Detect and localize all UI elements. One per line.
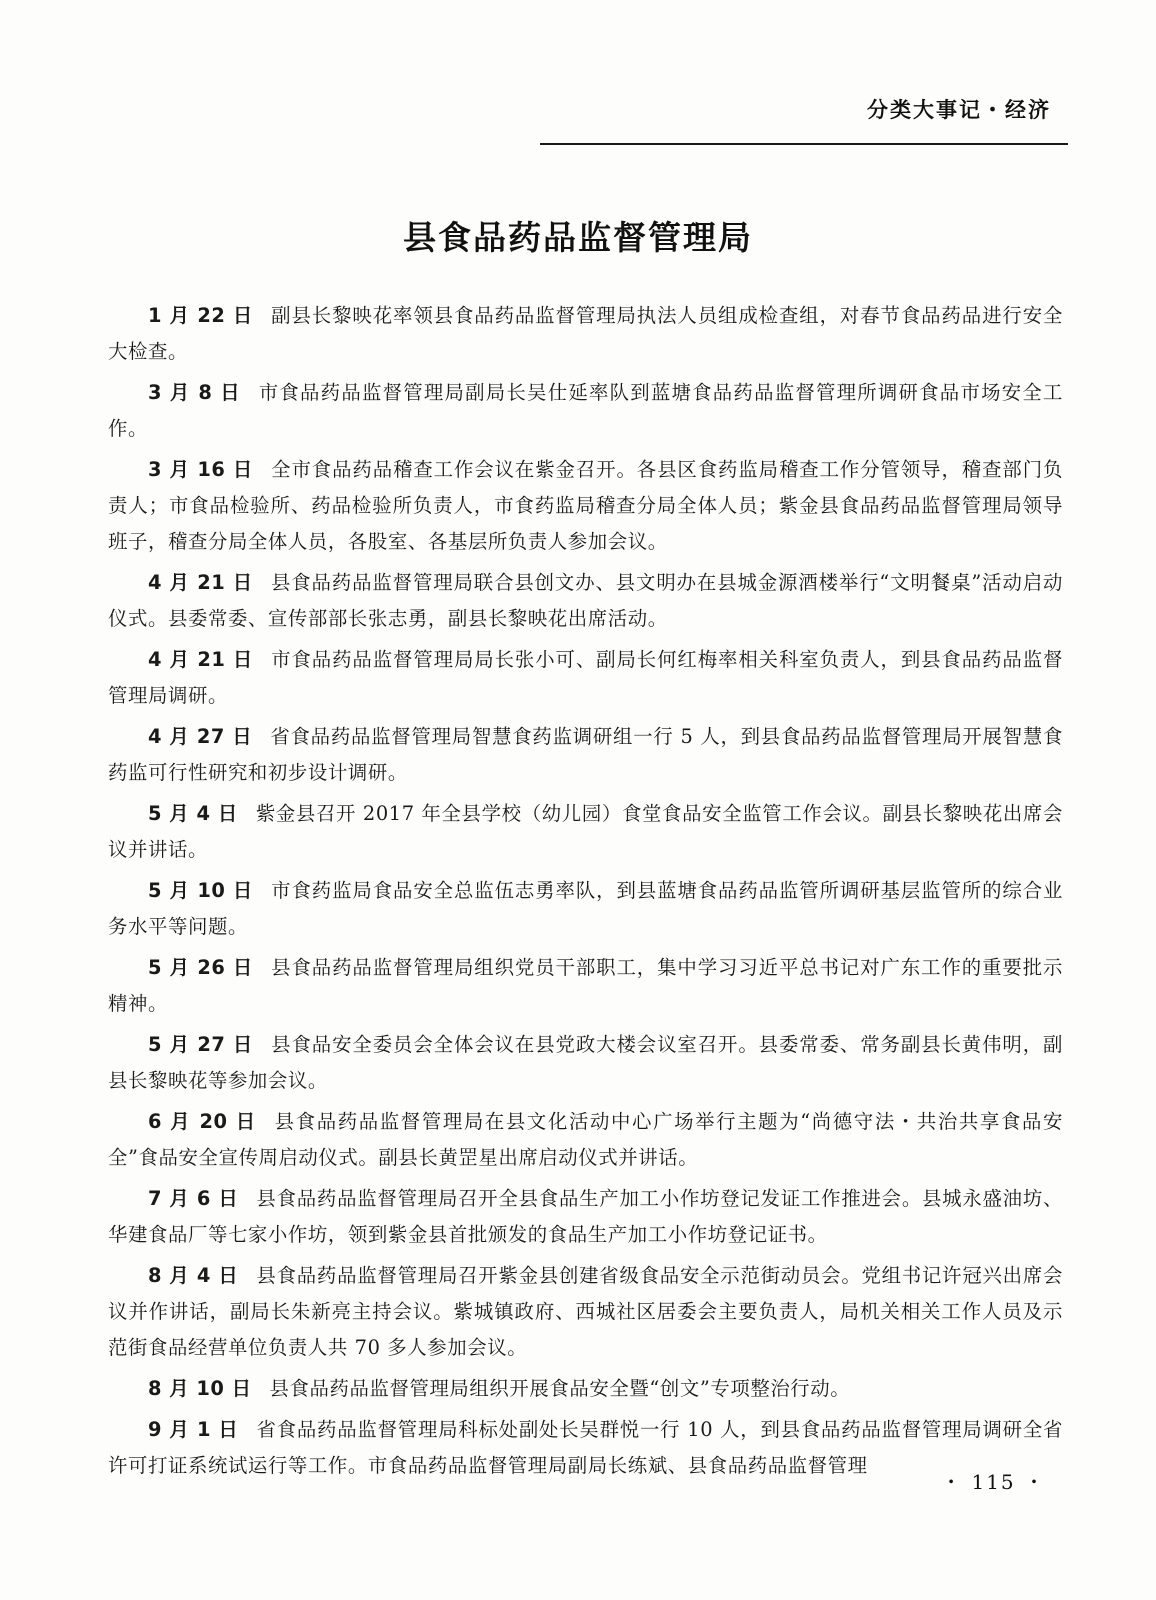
entry-date: 4 月 21 日 (148, 648, 254, 671)
entry-date: 3 月 8 日 (148, 381, 241, 404)
entry (108, 452, 1063, 560)
entry (108, 375, 1063, 447)
entry (108, 1258, 1063, 1366)
entry-text: 省食品药品监督管理局科标处副处长吴群悦一行 10 人，到县食品药品监督管理局调研全省许可打证系统试运行等工作。市食品药品监督管理局副局长练斌、县食品药品监督管理 (108, 1418, 1063, 1477)
entry-text: 县食品药品监督管理局联合县创文办、县文明办在县城金源酒楼举行“文明餐桌”活动启动仪式。县委常委、宣传部部长张志勇，副县长黎映花出席活动。 (108, 571, 1063, 630)
entry-text: 县食品药品监督管理局组织党员干部职工，集中学习习近平总书记对广东工作的重要批示精神。 (108, 956, 1063, 1015)
entry (108, 298, 1063, 370)
entry-text: 市食品药品监督管理局副局长吴仕延率队到蓝塘食品药品监督管理所调研食品市场安全工作。 (108, 381, 1063, 440)
entry-date: 7 月 6 日 (148, 1187, 239, 1210)
entry (108, 796, 1063, 868)
entry-text: 市食药监局食品安全总监伍志勇率队，到县蓝塘食品药品监管所调研基层监管所的综合业务水平等问题。 (108, 879, 1063, 938)
entry-date: 8 月 4 日 (148, 1264, 239, 1287)
entry-date: 4 月 21 日 (148, 571, 253, 594)
entry-text: 省食品药品监督管理局智慧食药监调研组一行 5 人，到县食品药品监督管理局开展智慧食药监可行性研究和初步设计调研。 (108, 725, 1064, 784)
entry-date: 5 月 4 日 (148, 802, 238, 825)
entry (108, 873, 1063, 945)
page-title: 县食品药品监督管理局 (403, 218, 753, 257)
entry-text: 县食品药品监督管理局召开紫金县创建省级食品安全示范街动员会。党组书记许冠兴出席会议并作讲话，副局长朱新亮主持会议。紫城镇政府、西城社区居委会主要负责人，局机关相关工作人员及示范街食品经营单位负责人共 70 多人参加会议。 (108, 1264, 1063, 1359)
entry (108, 1027, 1063, 1099)
entry (108, 1371, 1063, 1407)
entry-text: 副县长黎映花率领县食品药品监督管理局执法人员组成检查组，对春节食品药品进行安全大检查。 (108, 304, 1063, 363)
entry (108, 565, 1063, 637)
entry (108, 642, 1063, 714)
entry-text: 市食品药品监督管理局局长张小可、副局长何红梅率相关科室负责人，到县食品药品监督管理局调研。 (108, 648, 1063, 707)
header-rule (540, 143, 1068, 145)
entry-date: 4 月 27 日 (148, 725, 253, 748)
entry-text: 县食品药品监督管理局召开全县食品生产加工小作坊登记发证工作推进会。县城永盛油坊、华建食品厂等七家小作坊，领到紫金县首批颁发的食品生产加工小作坊登记证书。 (108, 1187, 1063, 1246)
entry-date: 5 月 26 日 (148, 956, 254, 979)
entry-text: 紫金县召开 2017 年全县学校（幼儿园）食堂食品安全监管工作会议。副县长黎映花出席会议并讲话。 (108, 802, 1063, 861)
entry (108, 719, 1063, 791)
entry-date: 9 月 1 日 (148, 1418, 239, 1441)
entry-date: 5 月 27 日 (148, 1033, 254, 1056)
entry-date: 3 月 16 日 (148, 458, 254, 481)
entry-date: 1 月 22 日 (148, 304, 254, 327)
running-head: 分类大事记・经济 (867, 98, 1051, 122)
entry-date: 8 月 10 日 (148, 1377, 252, 1400)
entry (108, 1181, 1063, 1253)
entry-date: 5 月 10 日 (148, 879, 254, 902)
entry-text: 全市食品药品稽查工作会议在紫金召开。各县区食药监局稽查工作分管领导，稽查部门负责人；市食品检验所、药品检验所负责人，市食药监局稽查分局全体人员；紫金县食品药品监督管理局领导班子，稽查分局全体人员，各股室、各基层所负责人参加会议。 (108, 458, 1063, 553)
page-number: ・ 115 ・ (941, 1470, 1046, 1494)
entry-text: 县食品药品监督管理局组织开展食品安全暨“创文”专项整治行动。 (269, 1377, 851, 1400)
entry-date: 6 月 20 日 (148, 1110, 257, 1133)
entry-text: 县食品安全委员会全体会议在县党政大楼会议室召开。县委常委、常务副县长黄伟明，副县长黎映花等参加会议。 (108, 1033, 1063, 1092)
entry (108, 1412, 1063, 1484)
entry-text: 县食品药品监督管理局在县文化活动中心广场举行主题为“尚德守法・共治共享食品安全”食品安全宣传周启动仪式。副县长黄罡星出席启动仪式并讲话。 (108, 1110, 1063, 1169)
entry (108, 1104, 1063, 1176)
entry (108, 950, 1063, 1022)
chronicle-entries (108, 298, 1063, 1489)
